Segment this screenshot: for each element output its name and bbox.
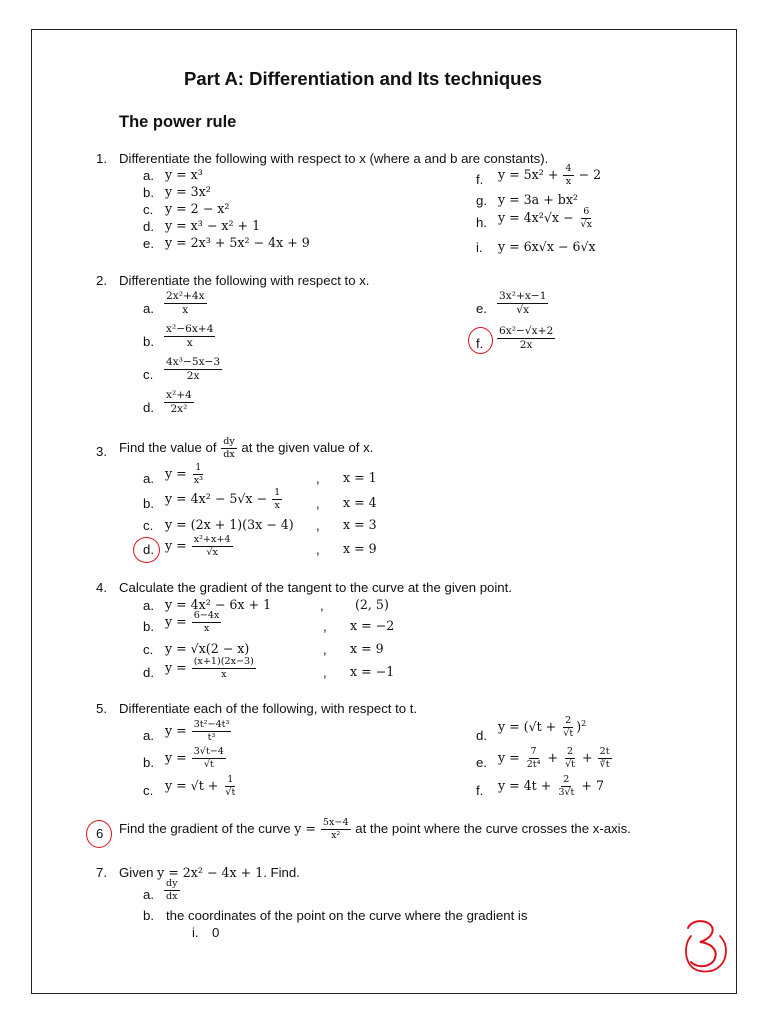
q4-item-a-cond: (2, 5) bbox=[355, 597, 389, 612]
q1-item-g-label: g. bbox=[476, 193, 487, 208]
q4-item-c-expr: y = √x(2 − x) bbox=[165, 641, 250, 656]
q5-item-a-label: a. bbox=[143, 728, 154, 743]
q4-item-b-expr: y = $\frac{6-4x}{x}$ bbox=[165, 610, 220, 635]
fraction: $\frac{2}{√t}$ bbox=[565, 746, 576, 771]
fraction: $\frac{7}{\text{2t⁴}}$ bbox=[526, 746, 541, 771]
question-1-text: Differentiate the following with respect to x (where a and b are constants). bbox=[119, 151, 549, 166]
q4-item-a-sep: , bbox=[320, 598, 324, 613]
q5-item-d-expr: y = (√t + $\frac{2}{√t}$ )$^2$ bbox=[498, 715, 587, 740]
fraction: $\frac{(x+1)(2x-3)}{x}$ bbox=[193, 656, 254, 681]
q4-item-b-label: b. bbox=[143, 619, 154, 634]
fraction: $\frac{\text{x²+x+4}}{√x}$ bbox=[193, 534, 231, 559]
question-5-number: 5. bbox=[96, 701, 107, 716]
q3-item-a-sep: , bbox=[316, 471, 320, 486]
q1-item-f-expr: y = 5x² + $\frac{4}{x}$ − 2 bbox=[498, 163, 602, 188]
q4-item-a-expr: y = 4x² − 6x + 1 bbox=[165, 597, 272, 612]
question-2-number: 2. bbox=[96, 273, 107, 288]
q2-item-d-expr bbox=[163, 390, 195, 415]
question-3-text: Find the value of $\frac{dy}{dx}$ at the given value of x. bbox=[119, 436, 374, 461]
q3-item-a-cond: x = 1 bbox=[343, 470, 377, 485]
q5-item-d-label: d. bbox=[476, 728, 487, 743]
q4-item-c-sep: , bbox=[323, 642, 327, 657]
q1-item-i-expr: y = 6x√x − 6√x bbox=[498, 239, 596, 254]
fraction: $\frac{6}{√x}$ bbox=[580, 206, 593, 231]
question-2-text: Differentiate the following with respect to x. bbox=[119, 273, 370, 288]
q1-item-h-expr: y = 4x²√x − $\frac{6}{√x}$ bbox=[498, 206, 593, 231]
fraction: $\frac{5x-4}{\text{x²}}$ bbox=[322, 817, 349, 842]
q1-item-c-expr: y = 2 − x² bbox=[165, 201, 230, 216]
question-4-number: 4. bbox=[96, 580, 107, 595]
q1-item-b-expr: y = 3x² bbox=[165, 184, 211, 199]
q7-item-b-text: the coordinates of the point on the curve where the gradient is bbox=[166, 908, 528, 923]
question-1-number: 1. bbox=[96, 151, 107, 166]
q3-item-d-sep: , bbox=[316, 542, 320, 557]
q3-item-d-cond: x = 9 bbox=[343, 541, 377, 556]
q2-item-b-expr bbox=[163, 324, 216, 349]
fraction: $\frac{2t}{∛t}$ bbox=[599, 746, 610, 771]
q5-item-c-expr: y = √t + $\frac{1}{√t}$ bbox=[165, 774, 236, 799]
q4-item-d-expr: y = $\frac{(x+1)(2x-3)}{x}$ bbox=[165, 656, 254, 681]
red-circle-annotation bbox=[133, 537, 160, 563]
q2-item-f-expr bbox=[496, 326, 556, 351]
q1-item-h-label: h. bbox=[476, 215, 487, 230]
fraction: $\frac{dy}{dx}$ bbox=[166, 878, 178, 903]
q3-item-b-cond: x = 4 bbox=[343, 495, 377, 510]
q1-item-e-label: e. bbox=[143, 236, 154, 251]
q5-item-e-expr: y = $\frac{7}{\text{2t⁴}}$ + $\frac{2}{√t}$ + $\frac{2t}{∛t}$ bbox=[498, 746, 610, 771]
q3-item-b-expr: y = 4x² − 5√x − $\frac{1}{x}$ bbox=[165, 487, 281, 512]
q7-item-a-label: a. bbox=[143, 887, 154, 902]
question-6-text: Find the gradient of the curve y = $\frac{5x-4}{\text{x²}}$ at the point where the curve crosses the x-axis. bbox=[119, 817, 631, 842]
q4-item-c-cond: x = 9 bbox=[350, 641, 384, 656]
q4-item-a-label: a. bbox=[143, 598, 154, 613]
question-5-text: Differentiate each of the following, with respect to t. bbox=[119, 701, 418, 716]
q3-item-a-expr: y = $\frac{1}{\text{x³}}$ bbox=[165, 462, 203, 487]
fraction: $\frac{1}{\text{x³}}$ bbox=[193, 462, 203, 487]
worksheet-frame bbox=[31, 29, 737, 994]
q5-item-c-label: c. bbox=[143, 783, 154, 798]
q4-item-c-label: c. bbox=[143, 642, 154, 657]
q1-item-c-label: c. bbox=[143, 202, 154, 217]
q4-item-d-label: d. bbox=[143, 665, 154, 680]
q1-item-f-label: f. bbox=[476, 172, 484, 187]
q3-item-c-cond: x = 3 bbox=[343, 517, 377, 532]
q5-item-a-expr: y = $\frac{\text{3t²−4t³}}{\text{t³}}$ bbox=[165, 719, 230, 744]
handwritten-score-mark bbox=[682, 916, 730, 974]
question-7-text: Given y = 2x² − 4x + 1. Find. bbox=[119, 865, 300, 880]
q3-item-c-expr: y = (2x + 1)(3x − 4) bbox=[165, 517, 294, 532]
fraction: $\frac{\text{3t²−4t³}}{\text{t³}}$ bbox=[193, 719, 230, 744]
q4-item-b-cond: x = −2 bbox=[350, 618, 395, 633]
q1-item-d-expr: y = x³ − x² + 1 bbox=[165, 218, 261, 233]
q5-item-f-label: f. bbox=[476, 783, 484, 798]
question-6-number: 6 bbox=[96, 826, 104, 841]
q1-item-a-label: a. bbox=[143, 168, 154, 183]
q3-item-c-label: c. bbox=[143, 518, 154, 533]
q3-item-d-expr: y = $\frac{\text{x²+x+4}}{√x}$ bbox=[165, 534, 231, 559]
q2-item-b-label: b. bbox=[143, 334, 154, 349]
section-title: The power rule bbox=[119, 113, 237, 131]
q7-subitem-i-label: i. bbox=[192, 925, 199, 940]
fraction: $\frac{4}{x}$ bbox=[565, 163, 572, 188]
page-title: Part A: Differentiation and Its techniques bbox=[184, 68, 543, 89]
question-7-number: 7. bbox=[96, 865, 107, 880]
fraction: $\frac{2}{3√t}$ bbox=[558, 774, 575, 799]
fraction: $\frac{\text{2x²+4x}}{x}$ bbox=[166, 290, 205, 317]
fraction: $\frac{\text{x²+4}}{\text{2x²}}$ bbox=[166, 389, 192, 416]
fraction: $\frac{dy}{dx}$ bbox=[223, 436, 235, 461]
fraction: $\frac{6-4x}{x}$ bbox=[193, 610, 220, 635]
q5-item-b-expr: y = $\frac{3√t-4}{√t}$ bbox=[165, 746, 224, 771]
q2-item-e-label: e. bbox=[476, 301, 487, 316]
fraction: $\frac{\text{6x²−√x+2}}{2x}$ bbox=[499, 325, 554, 352]
q3-item-b-sep: , bbox=[316, 496, 320, 511]
q1-item-g-expr: y = 3a + bx² bbox=[498, 192, 578, 207]
red-circle-annotation bbox=[468, 327, 493, 354]
q2-item-e-expr bbox=[496, 291, 549, 316]
fraction: $\frac{2}{√t}$ bbox=[563, 715, 574, 740]
q2-item-c-expr bbox=[163, 357, 223, 382]
q4-item-d-cond: x = −1 bbox=[350, 664, 395, 679]
q5-item-e-label: e. bbox=[476, 755, 487, 770]
red-circle-annotation bbox=[86, 820, 112, 848]
q2-item-d-label: d. bbox=[143, 400, 154, 415]
fraction: $\frac{\text{4x³−5x−3}}{2x}$ bbox=[166, 356, 221, 383]
q1-item-d-label: d. bbox=[143, 219, 154, 234]
q2-item-a-expr bbox=[163, 291, 208, 316]
fraction: $\frac{\text{x²−6x+4}}{x}$ bbox=[166, 323, 214, 350]
q3-item-b-label: b. bbox=[143, 496, 154, 511]
q4-item-d-sep: , bbox=[323, 665, 327, 680]
q7-item-b-label: b. bbox=[143, 908, 154, 923]
q1-item-a-expr: y = x³ bbox=[165, 167, 203, 182]
q3-item-d-label: d. bbox=[143, 542, 154, 557]
question-4-text: Calculate the gradient of the tangent to the curve at the given point. bbox=[119, 580, 512, 595]
fraction: $\frac{\text{3x²+x−1}}{√x}$ bbox=[499, 290, 547, 317]
q3-item-c-sep: , bbox=[316, 518, 320, 533]
q7-item-a-expr bbox=[163, 879, 181, 902]
q2-item-f-label: f. bbox=[476, 336, 484, 351]
q7-subitem-i-text: 0 bbox=[212, 925, 220, 940]
fraction: $\frac{3√t-4}{√t}$ bbox=[193, 746, 224, 771]
question-3-number: 3. bbox=[96, 444, 107, 459]
q1-item-b-label: b. bbox=[143, 185, 154, 200]
q5-item-f-expr: y = 4t + $\frac{2}{3√t}$ + 7 bbox=[498, 774, 604, 799]
q3-item-a-label: a. bbox=[143, 471, 154, 486]
q2-item-a-label: a. bbox=[143, 301, 154, 316]
q5-item-b-label: b. bbox=[143, 755, 154, 770]
q2-item-c-label: c. bbox=[143, 367, 154, 382]
q1-item-i-label: i. bbox=[476, 240, 483, 255]
fraction: $\frac{1}{x}$ bbox=[274, 487, 281, 512]
q4-item-b-sep: , bbox=[323, 619, 327, 634]
fraction: $\frac{1}{√t}$ bbox=[225, 774, 236, 799]
q1-item-e-expr: y = 2x³ + 5x² − 4x + 9 bbox=[165, 235, 310, 250]
